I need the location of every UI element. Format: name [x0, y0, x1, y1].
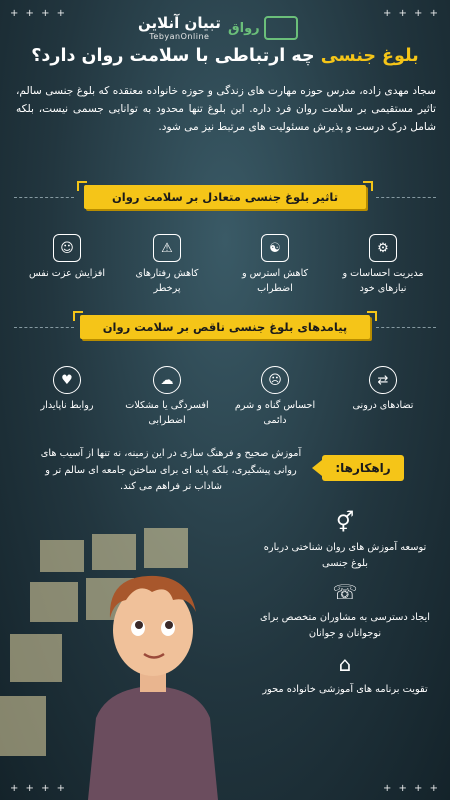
- sec2-item-label: احساس گناه و شرم دائمی: [234, 400, 316, 426]
- gender-symbols-icon: ⚥: [335, 510, 355, 535]
- ravagh-brand: رواق: [228, 20, 260, 36]
- sol-item: [260, 652, 430, 698]
- tebyan-logo: [138, 14, 221, 41]
- sec2-item-label: افسردگی یا مشکلات اضطرابی: [125, 400, 209, 426]
- ravagh-icon: [264, 16, 298, 40]
- divider: [14, 327, 74, 328]
- ravagh-logo: [228, 16, 298, 40]
- sec2-item: [124, 366, 210, 428]
- title-rest: چه ارتباطی با سلامت روان دارد؟: [31, 46, 321, 66]
- sec1-item-label: کاهش رفتارهای پرخطر: [135, 268, 199, 294]
- sec1-item-label: افزایش عزت نفس: [28, 268, 105, 279]
- title-highlight: بلوغ جنسی: [320, 46, 419, 66]
- warning-icon: ⚠: [153, 234, 181, 262]
- family-education-icon: ⌂: [338, 652, 352, 677]
- corner-decoration: + + + +: [382, 783, 440, 794]
- section2-title: پیامدهای بلوغ جنسی ناقص بر سلامت روان: [80, 315, 370, 339]
- header: [0, 10, 450, 44]
- brand-name-en: TebyanOnline: [149, 32, 210, 41]
- sec1-item: [24, 234, 110, 281]
- sol-item-label: تقویت برنامه های آموزشی خانواده محور: [262, 684, 428, 695]
- brain-settings-icon: ⚙: [369, 234, 397, 262]
- counseling-icon: ☏: [332, 580, 358, 605]
- corner-decoration: + + + +: [10, 783, 68, 794]
- confident-person-icon: ☺: [53, 234, 81, 262]
- sec1-item: [340, 234, 426, 296]
- broken-heart-icon: ♥: [53, 366, 81, 394]
- divider: [376, 327, 436, 328]
- shame-icon: ☹: [261, 366, 289, 394]
- sec1-item-label: مدیریت احساسات و نیازهای خود: [342, 268, 424, 294]
- sec2-item-label: روابط ناپایدار: [40, 400, 94, 411]
- sec2-item: [232, 366, 318, 428]
- solutions-text: آموزش صحیح و فرهنگ سازی در این زمینه، نه تنها از آسیب های روانی پیشگیری، بلکه پایه ای برای ساختن جامعه ای سالم تر و شاداب تر فراهم می کند.: [40, 448, 302, 492]
- intro-paragraph: سجاد مهدی زاده، مدرس حوزه مهارت های زندگی و حوزه خانواده معتقده که بلوغ جنسی سالم، تاثیر مستقیمی بر سلامت روان فرد داره. این بلوغ تنها محدود به توانایی جسمی نیست، بلکه شامل درک درست و پذیرش مسئولیت های مرتبط نیز می شود.: [16, 85, 436, 134]
- divider: [14, 197, 74, 198]
- sec1-item: [232, 234, 318, 296]
- corner-decoration: + + + +: [382, 8, 440, 19]
- brand-name: تبیان آنلاین: [138, 14, 221, 32]
- section1-title: تاثیر بلوغ جنسی متعادل بر سلامت روان: [84, 185, 366, 209]
- sol-item: [260, 580, 430, 641]
- sol-item-label: توسعه آموزش های روان شناختی درباره بلوغ جنسی: [263, 542, 427, 569]
- sec2-item: [340, 366, 426, 413]
- sec2-item-label: تضادهای درونی: [352, 400, 414, 411]
- conflict-arrows-icon: ⇄: [369, 366, 397, 394]
- sec2-item: [24, 366, 110, 413]
- divider: [376, 197, 436, 198]
- sec1-item-label: کاهش استرس و اضطراب: [241, 268, 309, 294]
- sol-item-label: ایجاد دسترسی به مشاوران متخصص برای نوجوانان و جوانان: [260, 612, 430, 639]
- stress-head-icon: ☯: [261, 234, 289, 262]
- solutions-title: راهکارها:: [322, 455, 404, 481]
- depression-icon: ☁: [153, 366, 181, 394]
- sec1-item: [124, 234, 210, 296]
- page-title: [10, 46, 440, 66]
- boy-illustration: [68, 548, 238, 800]
- corner-decoration: + + + +: [10, 8, 68, 19]
- sol-item: [260, 510, 430, 571]
